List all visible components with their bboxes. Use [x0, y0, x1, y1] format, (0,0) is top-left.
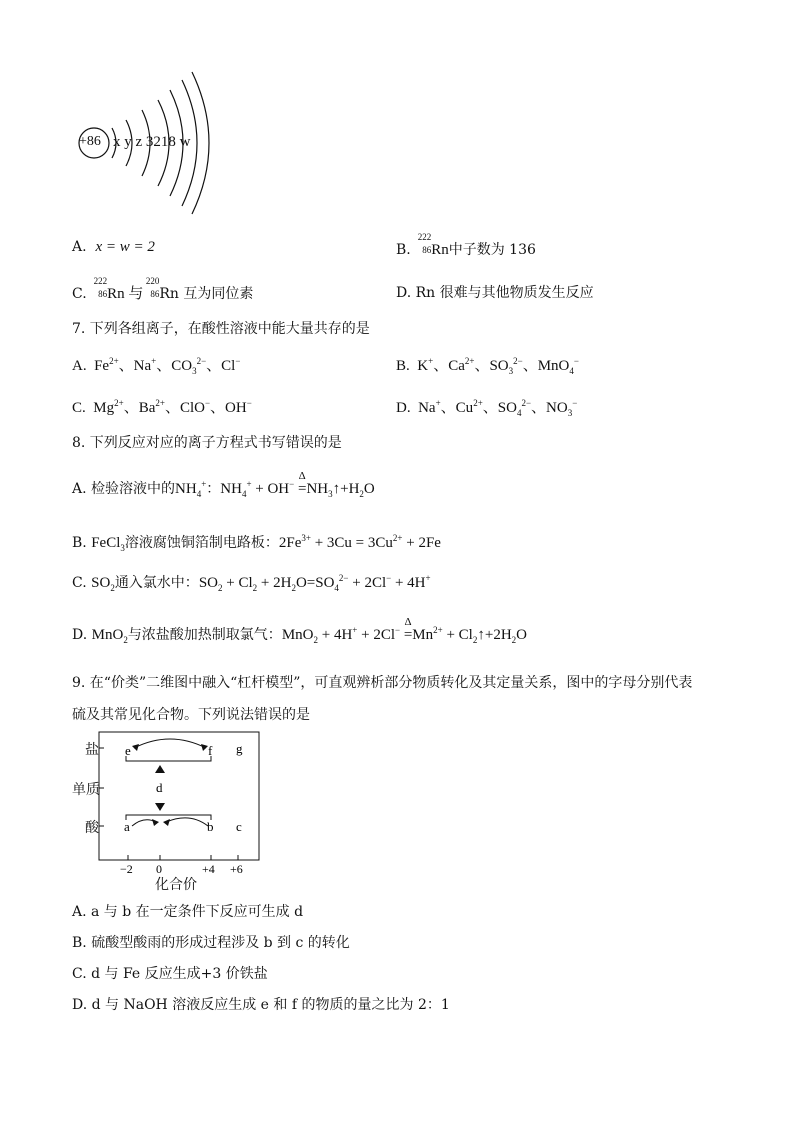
upper-arrowhead-left: [132, 744, 139, 751]
point-d: d: [156, 780, 163, 795]
q6-option-a: A. x = w = 2: [72, 239, 155, 255]
valence-class-diagram: [80, 730, 280, 890]
q6-option-c: C. 222 86 Rn 与 220 86 Rn 互为同位素: [72, 276, 254, 302]
lower-fulcrum-triangle: [155, 803, 165, 811]
x-label-pos6: +6: [230, 862, 243, 876]
q8-option-b: B. FeCl$_3$溶液腐蚀铜箔制电路板：$2Fe^{3+} + 3Cu = 3Cu^{2+} + 2Fe$: [72, 533, 441, 553]
diagram-frame: [99, 732, 259, 860]
q9-stem-line1: 9. 在“价类”二维图中融入“杠杆模型”，可直观辨析部分物质转化及其定量关系，图中的字母分别代表: [72, 675, 693, 691]
q9-option-c: C. d 与 Fe 反应生成+3 价铁盐: [72, 966, 268, 982]
x-label-neg2: −2: [120, 862, 133, 876]
x-label-0: 0: [156, 862, 162, 876]
point-f: f: [208, 743, 213, 758]
point-g: g: [236, 741, 243, 756]
point-a: a: [124, 819, 130, 834]
shell-electron-labels: x y z 3218 w: [113, 134, 191, 150]
x-axis-title: 化合价: [155, 877, 197, 893]
q6-option-b: B. 222 86 Rn中子数为 136: [396, 232, 536, 258]
lower-arrow-right-curve: [166, 818, 208, 826]
x-label-pos4: +4: [202, 862, 215, 876]
y-label-element: 单质: [72, 782, 100, 798]
q7-stem: 7. 下列各组离子，在酸性溶液中能大量共存的是: [72, 321, 370, 337]
q9-stem-line2: 硫及其常见化合物。下列说法错误的是: [72, 707, 310, 723]
q8-option-a: A. 检验溶液中的$NH_4^+$：$NH_4^+ + OH^-$ Δ $=NH_3↑+H_2O$: [72, 470, 375, 499]
point-c: c: [236, 819, 242, 834]
q9-option-b: B. 硫酸型酸雨的形成过程涉及 b 到 c 的转化: [72, 935, 350, 951]
q7-option-c: C. $Mg^{2+}$、$Ba^{2+}$、ClO−、OH−: [72, 398, 252, 416]
upper-lever-bar: [126, 756, 211, 761]
q7-option-d: D. Na+、$Cu^{2+}$、$SO_4^{2-}$、$NO_3^-$: [396, 398, 578, 418]
upper-arrowhead-right: [201, 744, 208, 751]
point-e: e: [125, 743, 131, 758]
q7-option-a: A. $Fe^{2+}$、Na+、$CO_3^{2-}$、Cl−: [72, 356, 241, 376]
q8-stem: 8. 下列反应对应的离子方程式书写错误的是: [72, 435, 342, 451]
q9-option-d: D. d 与 NaOH 溶液反应生成 e 和 f 的物质的量之比为 2：1: [72, 997, 450, 1013]
lower-arrowhead-right: [163, 819, 170, 826]
upper-fulcrum-triangle: [155, 765, 165, 773]
point-b: b: [207, 819, 214, 834]
lower-arrow-left-curve: [132, 820, 156, 826]
upper-double-arrow-curve: [134, 739, 206, 748]
q8-option-d: D. MnO$_2$与浓盐酸加热制取氯气：MnO$_2$ + 4H+ + 2Cl− Δ $=Mn^{2+}$ + $Cl_2↑+2H_2O$: [72, 616, 527, 645]
shell-arc-7: [192, 72, 209, 214]
nucleus-charge: +86: [79, 134, 101, 149]
lower-arrowhead-left: [152, 819, 159, 826]
q6-option-d: D. Rn 很难与其他物质发生反应: [396, 285, 594, 301]
q9-option-a: A. a 与 b 在一定条件下反应可生成 d: [72, 904, 304, 920]
q8-option-c: C. $SO_2$通入氯水中：$SO_2 + Cl_2 + 2H_2O=SO_4^{2-} + 2Cl^- + 4H^+$: [72, 573, 431, 593]
lower-lever-bar: [126, 815, 211, 820]
q7-option-b: B. K+、$Ca^{2+}$、$SO_3^{2-}$、MnO$_4$−: [396, 356, 579, 376]
y-label-acid: 酸: [85, 820, 99, 836]
y-label-salt: 盐: [85, 742, 99, 758]
